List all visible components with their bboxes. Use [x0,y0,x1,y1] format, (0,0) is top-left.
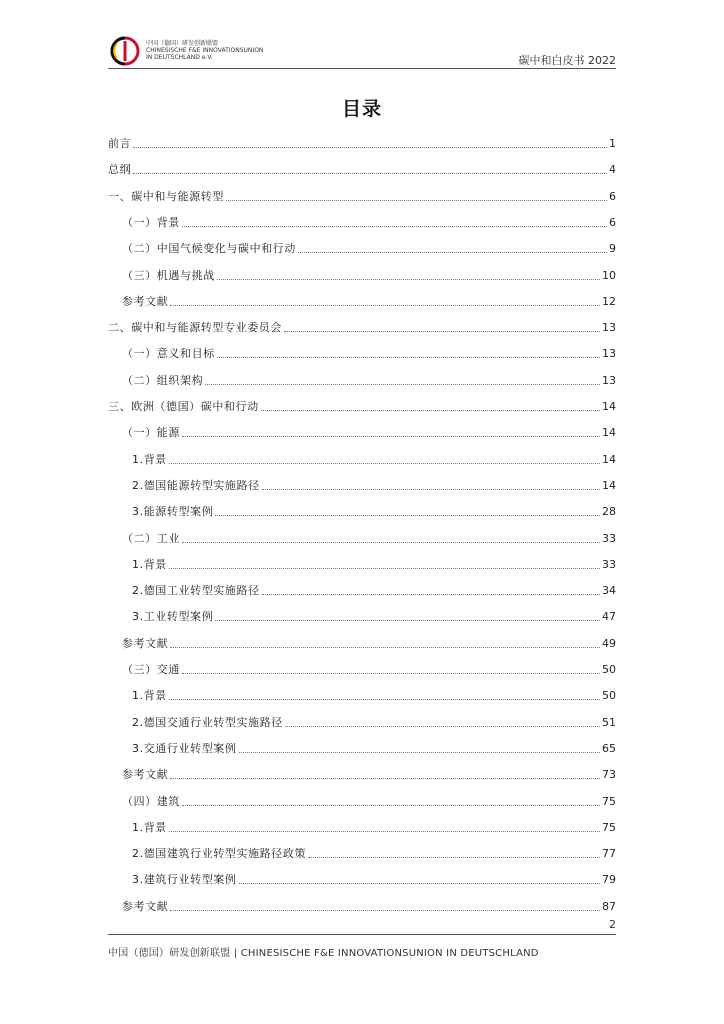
toc-entry[interactable] [108,899,616,913]
toc-entry-page: 14 [602,426,616,440]
toc-leader-dots [169,568,600,569]
toc-leader-dots [298,252,607,253]
toc-entry[interactable] [108,373,616,387]
toc-leader-dots [170,305,600,306]
toc-entry-page: 14 [602,452,616,466]
toc-leader-dots [205,384,600,385]
toc-entry[interactable] [108,346,616,360]
org-name [146,40,263,61]
toc-entry-page: 13 [602,373,616,387]
toc-entry-label: 3.工业转型案例 [132,610,214,624]
toc-leader-dots [170,647,600,648]
toc-leader-dots [169,699,600,700]
toc-leader-dots [215,515,600,516]
footer-text: 中国（德国）研发创新联盟 | CHINESISCHE F&E INNOVATIONSUNION IN DEUTSCHLAND [108,948,539,959]
toc-entry[interactable] [108,583,616,597]
toc-entry[interactable] [108,715,616,729]
toc-entry-page: 4 [609,163,616,177]
toc-entry[interactable] [108,162,616,176]
toc-entry-label: 一、碳中和与能源转型 [108,189,224,203]
page-number: 2 [609,918,616,931]
toc-entry-label: 三、欧洲（德国）碳中和行动 [108,400,259,413]
toc-entry-page: 34 [602,584,616,598]
org-name-de-2: IN DEUTSCHLAND e.V. [146,54,213,61]
toc-entry[interactable] [108,320,616,334]
toc-heading: 目录 [341,98,382,120]
toc-entry-label: （四）建筑 [122,794,180,808]
toc-entry-page: 50 [602,689,616,703]
toc-entry[interactable] [108,425,616,439]
toc-entry-label: 前言 [108,137,132,150]
toc-entry-label: 2.德国建筑行业转型实施路径政策 [132,847,307,861]
toc-entry[interactable] [108,636,616,650]
toc-leader-dots [182,805,600,806]
toc-leader-dots [217,279,600,280]
toc-entry-label: 3.交通行业转型案例 [132,741,237,755]
footer-rule [108,934,616,935]
toc-leader-dots [169,463,600,464]
toc-leader-dots [226,200,607,201]
toc-entry-label: 1.背景 [132,452,167,466]
page-header [108,36,616,69]
toc-entry-page: 9 [609,242,616,256]
toc-leader-dots [308,857,600,858]
toc-entry[interactable] [108,531,616,545]
toc-entry-page: 13 [602,321,616,335]
toc-entry[interactable] [108,662,616,676]
toc-entry[interactable] [108,215,616,229]
toc-leader-dots [170,778,600,779]
toc-entry[interactable] [108,399,616,413]
toc-entry-page: 47 [602,610,616,624]
toc-entry-page: 6 [609,215,616,229]
toc-entry-page: 28 [602,505,616,519]
toc-entry-page: 75 [602,820,616,834]
toc-entry-page: 77 [602,847,616,861]
toc-entry-label: 参考文献 [122,768,169,782]
toc-leader-dots [217,357,600,358]
toc-leader-dots [215,620,600,621]
toc-entry-label: 参考文献 [122,294,169,308]
toc-entry-page: 50 [602,663,616,676]
toc-entry-page: 49 [602,636,616,650]
toc-entry[interactable] [108,189,616,203]
toc-entry-page: 65 [602,741,616,755]
toc-entry[interactable] [108,241,616,255]
toc-leader-dots [239,883,601,884]
toc-entry-page: 1 [609,137,616,150]
toc-entry[interactable] [108,478,616,492]
toc-entry-page: 12 [602,294,616,308]
toc-entry[interactable] [108,820,616,834]
toc-leader-dots [133,147,607,148]
toc-leader-dots [182,542,600,543]
toc-leader-dots [170,910,600,911]
document-title: 碳中和白皮书 2022 [518,54,616,67]
toc-entry-label: （一）背景 [122,215,180,229]
toc-entry[interactable] [108,688,616,702]
toc-entry-label: （三）交通 [122,663,180,676]
toc-entry-label: 3.能源转型案例 [132,505,214,519]
toc-entry-label: （一）意义和目标 [122,347,215,361]
toc-entry-page: 51 [602,715,616,729]
toc-leader-dots [262,594,600,595]
toc-entry[interactable] [108,846,616,860]
toc-leader-dots [169,831,600,832]
toc-entry-page: 13 [602,347,616,361]
toc-entry-label: （二）组织架构 [122,373,204,387]
toc-entry-label: （二）工业 [122,531,180,545]
toc-entry-label: 总纲 [108,163,132,177]
toc-entry-page: 33 [602,531,616,545]
toc-entry[interactable] [108,136,616,150]
toc-entry[interactable] [108,268,616,282]
toc-entry-label: 1.背景 [132,820,167,834]
toc-entry-page: 75 [602,794,616,808]
toc-leader-dots [285,726,600,727]
toc-entry-label: （一）能源 [122,426,180,440]
toc-leader-dots [284,331,600,332]
toc-entry-page: 6 [609,189,616,203]
toc-entry[interactable] [108,294,616,308]
toc-leader-dots [239,752,601,753]
toc-entry-page: 10 [602,268,616,282]
toc-entry-label: 二、碳中和与能源转型专业委员会 [108,321,282,335]
toc-entry-page: 73 [602,768,616,782]
toc-entry-label: 参考文献 [122,899,169,913]
toc-entry-label: 1.背景 [132,557,167,571]
toc-entry-label: 1.背景 [132,689,167,703]
toc-leader-dots [182,436,600,437]
union-logo-icon [110,36,140,66]
toc-entry[interactable] [108,767,616,781]
toc-entry-label: 2.德国工业转型实施路径 [132,584,260,598]
toc-leader-dots [262,489,600,490]
toc-entry-label: （二）中国气候变化与碳中和行动 [122,242,296,256]
toc-leader-dots [182,673,600,674]
toc-entry[interactable] [108,794,616,808]
toc-leader-dots [133,173,607,174]
toc-entry-page: 14 [602,400,616,413]
toc-entry[interactable] [108,557,616,571]
toc-entry-page: 87 [602,899,616,913]
toc-entry-label: 参考文献 [122,636,169,650]
toc-entry-page: 79 [602,873,616,887]
toc-leader-dots [261,410,600,411]
toc-entry-label: 2.德国交通行业转型实施路径 [132,715,283,729]
toc-leader-dots [182,226,607,227]
toc-entry[interactable] [108,452,616,466]
toc-entry-label: 2.德国能源转型实施路径 [132,478,260,492]
toc-entry-page: 33 [602,557,616,571]
org-name-de-1: CHINESISCHE F&E INNOVATIONSUNION [146,47,264,54]
toc-entry[interactable] [108,609,616,623]
org-name-cn: 中国（德国）研发创新联盟 [146,40,219,47]
toc-entry[interactable] [108,504,616,518]
toc-entry-label: 3.建筑行业转型案例 [132,873,237,887]
toc-entry[interactable] [108,741,616,755]
toc-entry[interactable] [108,872,616,886]
toc-entry-page: 14 [602,478,616,492]
toc-entry-label: （三）机遇与挑战 [122,268,215,282]
